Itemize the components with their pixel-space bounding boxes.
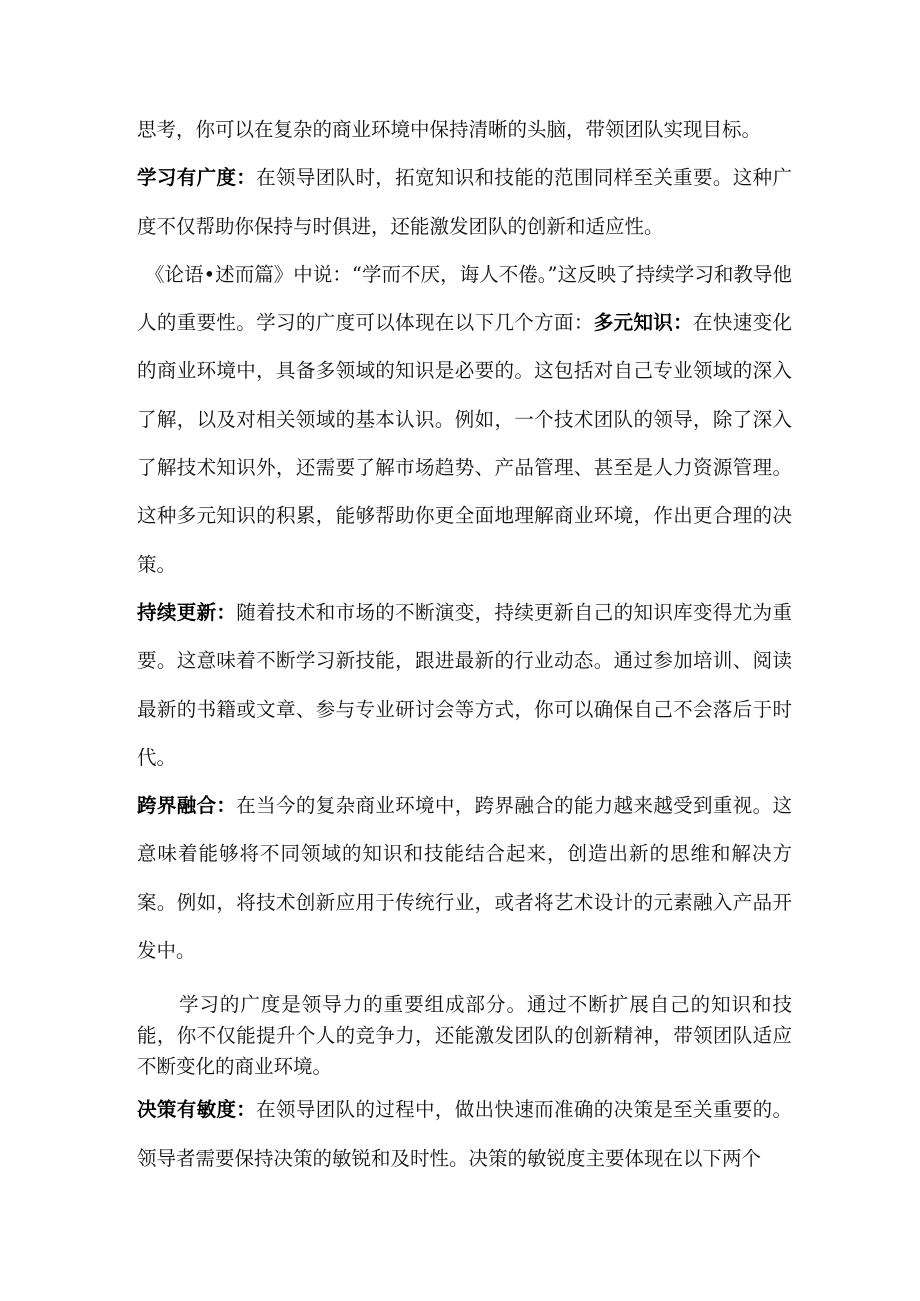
paragraph-text: 随着技术和市场的不断演变，持续更新自己的知识库变得尤为重要。这意味着不断学习新技能，跟进最新的行业动态。通过参加培训、阅读最新的书籍或文章、参与专业研讨会等方式，你可以确保自己不会落后于时代。 [137,600,792,769]
paragraph-learning-breadth [137,154,792,251]
paragraph-cross-boundary [137,782,792,975]
paragraph-continuous-update [137,589,792,782]
section-heading-cross-boundary: 跨界融合： [137,794,237,818]
paragraph-summary [137,989,792,1082]
section-heading-decision-sensitivity: 决策有敏度： [137,1098,257,1122]
section-heading-diverse-knowledge: 多元知识： [593,311,694,335]
section-heading-learning-breadth: 学习有广度： [137,166,257,190]
paragraph-text: 思考，你可以在复杂的商业环境中保持清晰的头脑，带领团队实现目标。 [137,118,762,141]
paragraph-text: 学习的广度是领导力的重要组成部分。通过不断扩展自己的知识和技能，你不仅能提升个人的竞争力，还能激发团队的创新精神，带领团队适应不断变化的商业环境。 [137,993,792,1079]
paragraph-text: 在快速变化的商业环境中，具备多领域的知识是必要的。这包括对自己专业领域的深入了解，以及对相关领域的基本认识。例如，一个技术团队的领导，除了深入了解技术知识外，还需要了解市场趋势、产品管理、甚至是人力资源管理。这种多元知识的积累，能够帮助你更全面地理解商业环境，作出更合理的决策。 [137,311,792,576]
paragraph-text: 在当今的复杂商业环境中，跨界融合的能力越来越受到重视。这意味着能够将不同领域的知识和技能结合起来，创造出新的思维和解决方案。例如，将技术创新应用于传统行业，或者将艺术设计的元素融入产品开发中。 [137,794,792,963]
document-body [137,106,792,1183]
paragraph-text: 在领导团队时，拓宽知识和技能的范围同样至关重要。这种广度不仅帮助你保持与时俱进，还能激发团队的创新和适应性。 [137,166,792,238]
paragraph-continuation [137,106,792,154]
paragraph-analects-quote [137,251,792,589]
paragraph-text: 《论语•述而篇》中说：“学而不厌，诲人不倦。”这反映了持续学习和教导他人的重要性。学习的广度可以体现在以下几个方面： [137,262,792,335]
section-heading-continuous-update: 持续更新： [137,600,237,624]
paragraph-decision-sensitivity [137,1086,792,1183]
paragraph-text: 在领导团队的过程中，做出快速而准确的决策是至关重要的。领导者需要保持决策的敏锐和及时性。决策的敏锐度主要体现在以下两个 [137,1098,792,1170]
